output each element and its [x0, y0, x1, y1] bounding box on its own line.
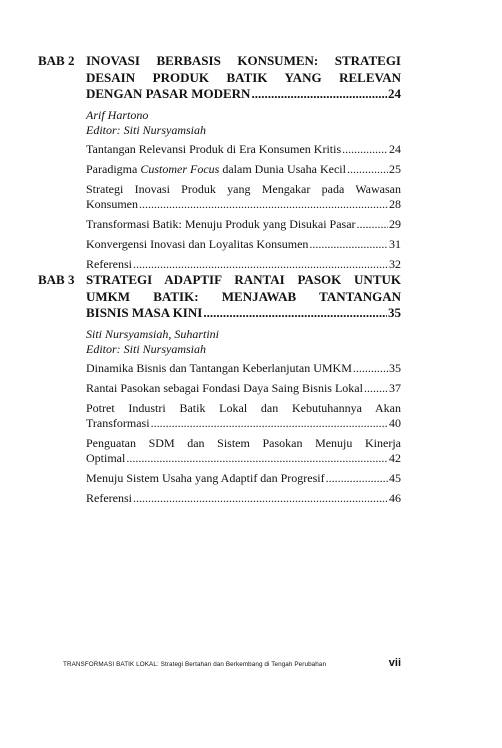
chapter-number: BAB 3 [38, 272, 75, 287]
toc-entry[interactable] [86, 401, 401, 431]
chapter-title-line: UMKM BATIK: MENJAWAB TANTANGAN [86, 288, 401, 304]
entry-title: Tantangan Relevansi Produk di Era Konsumen Kritis [86, 141, 342, 156]
chapter-page-number: 35 [388, 305, 401, 320]
entry-title-line: Potret Industri Batik Lokal dan Kebutuhannya Akan [86, 400, 401, 415]
dot-leader [326, 471, 388, 486]
toc-entries [86, 361, 401, 506]
entry-title: Konsumen [86, 196, 138, 211]
entry-title-emphasis: Customer Focus [140, 161, 220, 176]
chapter-title-line: DENGAN PASAR MODERN [86, 86, 251, 101]
chapter-2 [38, 53, 401, 277]
editor-name: Editor: Siti Nursyamsiah [86, 341, 207, 356]
entry-title-line: Strategi Inovasi Produk yang Mengakar pada Wawasan [86, 181, 401, 196]
entry-page-number: 37 [389, 380, 401, 395]
entry-title: Optimal [86, 450, 126, 465]
chapter-title-line: BISNIS MASA KINI [86, 305, 203, 320]
dot-leader [357, 217, 388, 232]
entry-page-number: 28 [389, 196, 401, 211]
dot-leader [251, 86, 387, 103]
dot-leader [133, 491, 388, 506]
chapter-page-number: 24 [388, 86, 401, 101]
author-names: Siti Nursyamsiah, Suhartini [86, 326, 220, 341]
entry-page-number: 32 [389, 256, 401, 271]
page-footer [63, 657, 401, 669]
entry-title: Referensi [86, 490, 132, 505]
dot-leader [151, 416, 388, 431]
entry-page-number: 35 [389, 360, 401, 375]
editor-name: Editor: Siti Nursyamsiah [86, 122, 207, 137]
entry-page-number: 45 [389, 470, 401, 485]
toc-entry[interactable] [86, 142, 401, 157]
dot-leader [347, 162, 388, 177]
chapter-authors [86, 108, 401, 138]
entry-page-number: 42 [389, 450, 401, 465]
running-footer-title: TRANSFORMASI BATIK LOKAL: Strategi Bertahan dan Berkembang di Tengah Perubahan [63, 661, 327, 668]
toc-entry[interactable] [86, 162, 401, 177]
chapter-title[interactable] [86, 272, 401, 322]
toc-entry[interactable] [86, 471, 401, 486]
dot-leader [139, 197, 388, 212]
dot-leader [353, 361, 388, 376]
chapter-title[interactable] [86, 53, 401, 103]
dot-leader [203, 305, 387, 322]
entry-title: Konvergensi Inovasi dan Loyalitas Konsumen [86, 236, 309, 251]
dot-leader [342, 142, 388, 157]
entry-page-number: 24 [389, 141, 401, 156]
entry-title: Menuju Sistem Usaha yang Adaptif dan Progresif [86, 470, 325, 485]
dot-leader [133, 257, 388, 272]
toc-entry[interactable] [86, 361, 401, 376]
entry-title: Rantai Pasokan sebagai Fondasi Daya Saing Bisnis Lokal [86, 380, 363, 395]
chapter-number: BAB 2 [38, 53, 75, 68]
toc-entry[interactable] [86, 217, 401, 232]
entry-page-number: 25 [389, 161, 401, 176]
entry-title: Referensi [86, 256, 132, 271]
entry-page-number: 46 [389, 490, 401, 505]
entry-page-number: 31 [389, 236, 401, 251]
chapter-authors [86, 327, 401, 357]
entry-title: Paradigma Customer Focus dalam Dunia Usaha Kecil [86, 161, 346, 176]
chapter-title-line: STRATEGI ADAPTIF RANTAI PASOK UNTUK [86, 272, 401, 287]
dot-leader [309, 237, 388, 252]
entry-title: Transformasi [86, 415, 150, 430]
chapter-title-line: INOVASI BERBASIS KONSUMEN: STRATEGI [86, 53, 401, 68]
chapter-3 [38, 272, 401, 511]
entry-page-number: 29 [389, 216, 401, 231]
toc-entry[interactable] [86, 491, 401, 506]
entry-title-line: Penguatan SDM dan Sistem Pasokan Menuju Kinerja [86, 435, 401, 450]
dot-leader [126, 451, 388, 466]
page-number: vii [388, 657, 401, 669]
toc-entry[interactable] [86, 381, 401, 396]
chapter-title-line: DESAIN PRODUK BATIK YANG RELEVAN [86, 69, 401, 85]
toc-entry[interactable] [86, 237, 401, 252]
toc-entry[interactable] [86, 182, 401, 212]
toc-entry[interactable] [86, 436, 401, 466]
dot-leader [364, 381, 388, 396]
entry-title: Dinamika Bisnis dan Tantangan Keberlanjutan UMKM [86, 360, 352, 375]
toc-entries [86, 142, 401, 272]
author-names: Arif Hartono [86, 107, 149, 122]
entry-title: Transformasi Batik: Menuju Produk yang Disukai Pasar [86, 216, 356, 231]
entry-page-number: 40 [389, 415, 401, 430]
toc-entry[interactable] [86, 257, 401, 272]
